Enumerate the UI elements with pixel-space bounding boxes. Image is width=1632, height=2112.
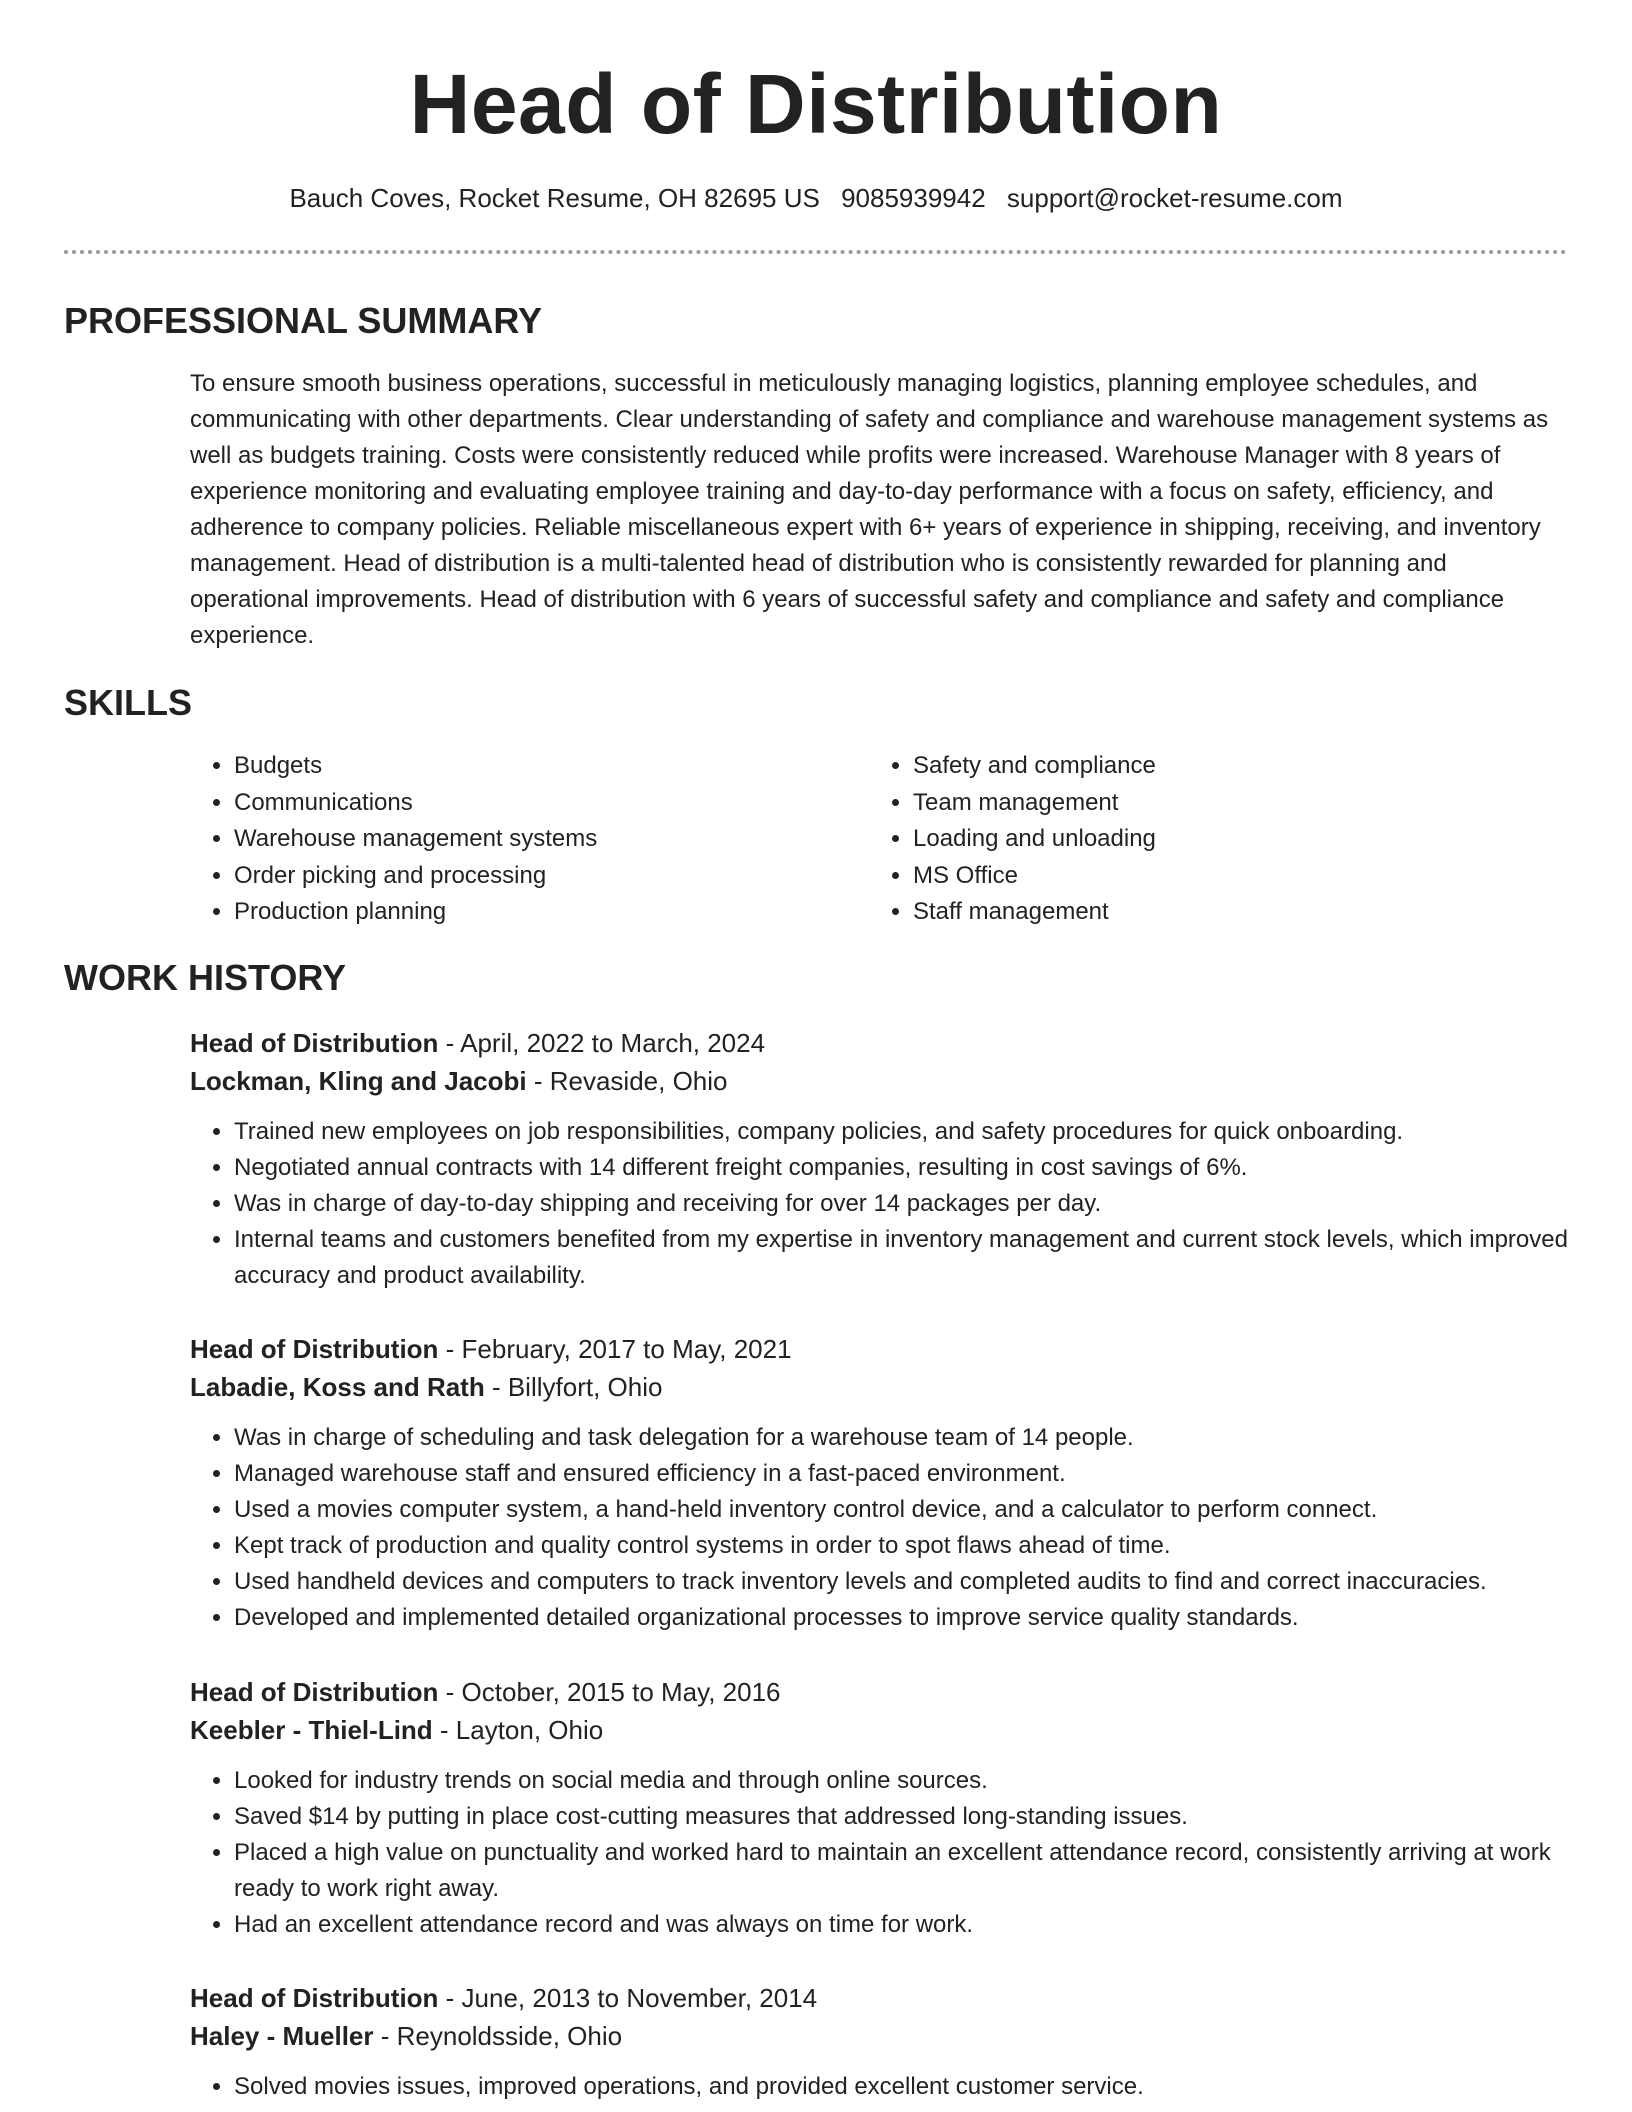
contact-line [0, 180, 1632, 216]
job-company: Lockman, Kling and Jacobi [190, 1066, 527, 1096]
summary-heading: PROFESSIONAL SUMMARY [64, 300, 543, 341]
job-company-line [190, 1711, 1570, 1749]
skill-item: • Order picking and processing [234, 858, 854, 895]
page-title: Head of Distribution [409, 57, 1223, 151]
job-location: - Layton, Ohio [432, 1715, 604, 1745]
summary-text: To ensure smooth business operations, successful in meticulously managing logistics, planning employee schedules, and communicating with other departments. Clear understanding of safety and compliance and warehouse management systems as well as budgets training. Costs were consistently reduced while profits were increased. Warehouse Manager with 8 years of experience monitoring and evaluating employee training and day-to-day performance with a focus on safety, efficiency, and adherence to company policies. Reliable miscellaneous expert with 6+ years of experience in shipping, receiving, and inventory management. Head of distribution is a multi-talented head of distribution who is consistently rewarded for planning and operational improvements. Head of distribution with 6 years of successful safety and compliance and safety and compliance experience. [190, 370, 1549, 649]
contact-email: support@rocket-resume.com [1006, 183, 1343, 213]
job-title-line [190, 1024, 1570, 1062]
skills-list-right [869, 748, 1553, 931]
job-location: - Revaside, Ohio [526, 1066, 728, 1096]
skill-item: • MS Office [913, 858, 1553, 895]
job-role: Head of Distribution [190, 1028, 439, 1058]
job-entry [190, 1979, 1570, 2105]
job-bullet-list [190, 1420, 1604, 1636]
job-company-line [190, 2017, 1570, 2055]
job-bullet: • Saved $14 by putting in place cost-cutting measures that addressed long-standing issues. [234, 1799, 1604, 1835]
job-bullet: • Was in charge of scheduling and task delegation for a warehouse team of 14 people. [234, 1420, 1604, 1456]
job-dates: - October, 2015 to May, 2016 [438, 1677, 781, 1707]
skill-item: • Communications [234, 785, 854, 822]
job-bullet: • Looked for industry trends on social media and through online sources. [234, 1763, 1604, 1799]
skill-item: • Safety and compliance [913, 748, 1553, 785]
job-company: Keebler - Thiel-Lind [190, 1715, 433, 1745]
job-dates: - April, 2022 to March, 2024 [438, 1028, 766, 1058]
skill-item: • Team management [913, 785, 1553, 822]
job-entry [190, 1673, 1570, 1943]
work-history-heading: WORK HISTORY [64, 957, 347, 998]
job-dates: - February, 2017 to May, 2021 [438, 1334, 792, 1364]
skill-item: • Production planning [234, 894, 854, 931]
skill-item: • Budgets [234, 748, 854, 785]
contact-address: Bauch Coves, Rocket Resume, OH 82695 US [289, 183, 820, 213]
header-divider [64, 250, 1567, 254]
job-bullet-list [190, 2069, 1604, 2105]
contact-phone: 9085939942 [841, 183, 986, 213]
job-bullet: • Internal teams and customers benefited from my expertise in inventory management and current stock levels, which improved accuracy and product availability. [234, 1222, 1604, 1294]
job-title-line [190, 1330, 1570, 1368]
job-bullet: • Negotiated annual contracts with 14 different freight companies, resulting in cost savings of 6%. [234, 1150, 1604, 1186]
job-company: Labadie, Koss and Rath [190, 1372, 485, 1402]
job-dates: - June, 2013 to November, 2014 [438, 1983, 818, 2013]
job-bullet: • Trained new employees on job responsibilities, company policies, and safety procedures for quick onboarding. [234, 1114, 1604, 1150]
job-title-line [190, 1979, 1570, 2017]
job-bullet: • Kept track of production and quality control systems in order to spot flaws ahead of time. [234, 1528, 1604, 1564]
job-entry [190, 1330, 1570, 1636]
job-location: - Billyfort, Ohio [484, 1372, 663, 1402]
skill-item: • Staff management [913, 894, 1553, 931]
job-bullet: • Developed and implemented detailed organizational processes to improve service quality standards. [234, 1600, 1604, 1636]
job-entry [190, 1024, 1570, 1294]
skills-list-left [190, 748, 854, 931]
job-role: Head of Distribution [190, 1677, 439, 1707]
job-bullet: • Placed a high value on punctuality and worked hard to maintain an excellent attendance record, consistently arriving at work ready to work right away. [234, 1835, 1604, 1907]
skill-item: • Loading and unloading [913, 821, 1553, 858]
job-bullet: • Managed warehouse staff and ensured efficiency in a fast-paced environment. [234, 1456, 1604, 1492]
job-bullet: • Used a movies computer system, a hand-held inventory control device, and a calculator to perform connect. [234, 1492, 1604, 1528]
job-company: Haley - Mueller [190, 2021, 374, 2051]
job-bullet-list [190, 1763, 1604, 1943]
job-role: Head of Distribution [190, 1983, 439, 2013]
job-bullet: • Used handheld devices and computers to track inventory levels and completed audits to find and correct inaccuracies. [234, 1564, 1604, 1600]
job-company-line [190, 1062, 1570, 1100]
job-title-line [190, 1673, 1570, 1711]
job-bullet: • Was in charge of day-to-day shipping and receiving for over 14 packages per day. [234, 1186, 1604, 1222]
job-location: - Reynoldsside, Ohio [373, 2021, 623, 2051]
job-bullet-list [190, 1114, 1604, 1294]
job-bullet: • Solved movies issues, improved operations, and provided excellent customer service. [234, 2069, 1604, 2105]
skill-item: • Warehouse management systems [234, 821, 854, 858]
job-bullet: • Had an excellent attendance record and was always on time for work. [234, 1907, 1604, 1943]
job-role: Head of Distribution [190, 1334, 439, 1364]
job-company-line [190, 1368, 1570, 1406]
skills-heading: SKILLS [64, 682, 193, 723]
